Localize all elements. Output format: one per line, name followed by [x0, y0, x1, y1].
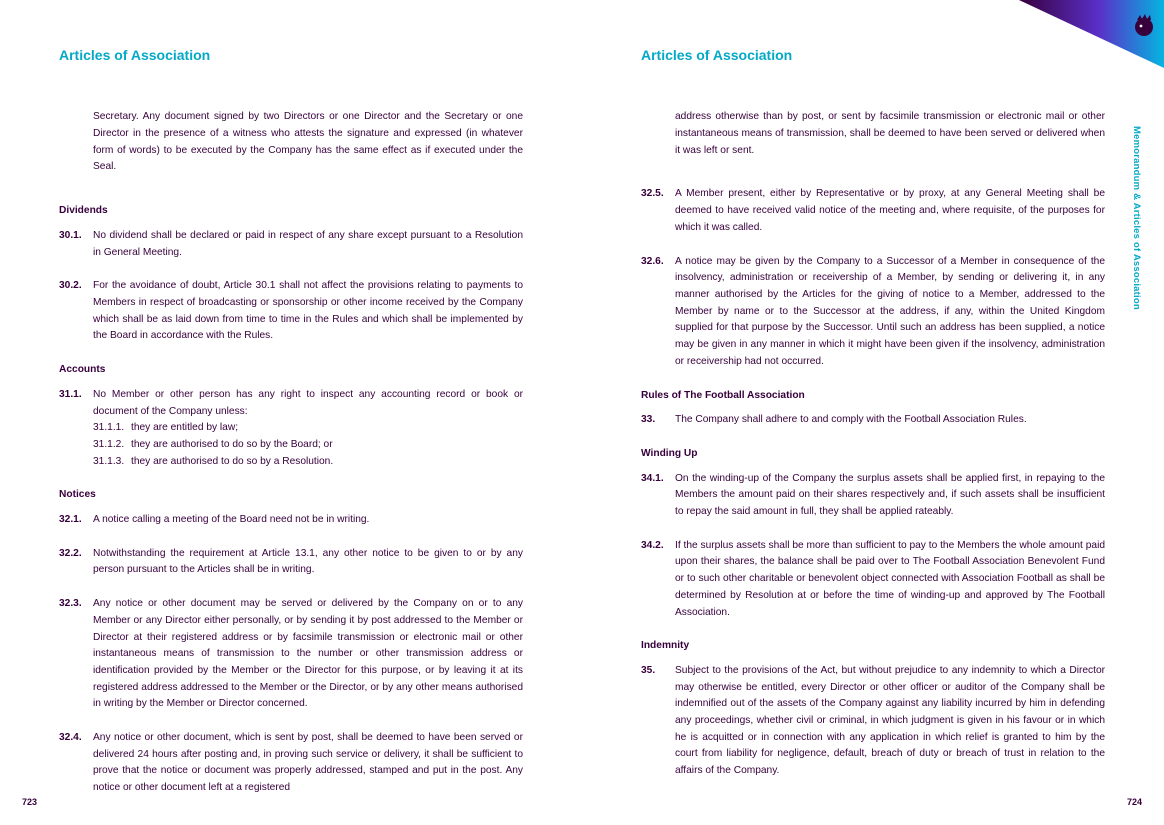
page-title: Articles of Association [641, 47, 793, 63]
article-text: The Company shall adhere to and comply with the Football Association Rules. [675, 414, 1027, 426]
sub-clause [59, 420, 523, 437]
article-32-4 [59, 730, 523, 797]
article-number: 30.1. [59, 229, 82, 241]
article-text: A Member present, either by Representative or by proxy, at any General Meeting shall be deemed to have received valid notice of the meeting and, where requisite, of the purposes for which it was called. [675, 188, 1105, 233]
page-title: Articles of Association [59, 47, 211, 63]
article-number: 30.2. [59, 280, 82, 292]
article-32-5 [641, 186, 1105, 236]
article-text: No dividend shall be declared or paid in respect of any share except pursuant to a Resolution in General Meeting. [93, 229, 523, 258]
article-34-2 [641, 538, 1105, 622]
article-number: 32.5. [641, 188, 664, 200]
article-text: Any notice or other document, which is sent by post, shall be deemed to have been served or delivered 24 hours after posting and, in proving such service or delivery, it shall be sufficient to prove that the notice or document was properly addressed, stamped and put in the post. Any notice or other document left at a registered [93, 732, 523, 794]
article-32-6 [641, 254, 1105, 371]
sub-clause-text: they are authorised to do so by the Board; or [131, 438, 333, 450]
right-column [641, 99, 1105, 780]
article-number: 35. [641, 664, 656, 676]
continued-paragraph: Secretary. Any document signed by two Directors or one Director and the Secretary or one Director in the presence of a witness who attests the signature and expressed (in whatever form of words) to be executed by the Company has the same effect as if executed under the Seal. [93, 111, 523, 173]
article-text: On the winding-up of the Company the surplus assets shall be applied first, in repaying to the Members the amount paid on their shares respectively and, if such assets shall be insufficient to repay the said amount in full, they shall be applied rateably. [675, 472, 1105, 518]
article-30-2 [59, 278, 523, 345]
article-number: 32.1. [59, 514, 82, 526]
article-number: 34.2. [641, 539, 664, 551]
article-number: 32.3. [59, 598, 82, 610]
sub-clause [59, 437, 523, 454]
section-heading-notices: Notices [59, 489, 96, 501]
section-heading-winding-up: Winding Up [641, 447, 698, 459]
corner-decoration [1019, 0, 1164, 68]
sub-clause-number: 31.1.3. [93, 455, 125, 467]
article-text: For the avoidance of doubt, Article 30.1 shall not affect the provisions relating to payments to Members in respect of broadcasting or sponsorship or other income received by the Company which shall be as laid down from time to time in the Rules and which shall be implemented by the Board in accordance with the Rules. [93, 280, 523, 342]
side-section-tab[interactable]: Memorandum & Articles of Association [1131, 126, 1142, 310]
article-32-1 [59, 512, 523, 529]
sub-clause [59, 454, 523, 471]
sub-clause-text: they are entitled by law; [131, 422, 239, 434]
page-number: 723 [22, 797, 38, 807]
article-34-1 [641, 471, 1105, 521]
left-column [59, 99, 523, 797]
article-35 [641, 663, 1105, 780]
article-number: 31.1. [59, 388, 82, 400]
page-number: 724 [1126, 797, 1142, 807]
article-32-3 [59, 596, 523, 713]
sub-clause-number: 31.1.1. [93, 422, 125, 434]
section-heading-indemnity: Indemnity [641, 640, 690, 652]
section-heading-accounts: Accounts [59, 364, 106, 376]
article-33 [641, 412, 1105, 429]
article-number: 32.6. [641, 255, 664, 267]
section-heading-fa-rules: Rules of The Football Association [641, 389, 805, 401]
article-number: 32.4. [59, 732, 82, 744]
article-text: No Member or other person has any right to inspect any accounting record or book or document of the Company unless: [93, 388, 523, 417]
right-page [582, 0, 1164, 825]
sub-clause-number: 31.1.2. [93, 438, 125, 450]
article-text: Subject to the provisions of the Act, but without prejudice to any indemnity to which a Director may otherwise be entitled, every Director or other officer or auditor of the Company shall be indemnified out of the assets of the Company against any liability incurred by him in defending any proceedings, whether civil or criminal, in which judgment is given in his favour or in which he is acquitted or in connection with any application in which relief is granted to him by the court from liability for negligence, default, breach of duty or breach of trust in relation to the affairs of the Company. [675, 664, 1105, 777]
article-text: A notice calling a meeting of the Board need not be in writing. [93, 514, 370, 526]
article-30-1 [59, 228, 523, 261]
continued-paragraph: address otherwise than by post, or sent by facsimile transmission or electronic mail or other instantaneous means of transmission, shall be deemed to have been served or delivered when it was left or sent. [675, 111, 1105, 156]
article-number: 34.1. [641, 472, 664, 484]
article-number: 33. [641, 414, 656, 426]
article-text: A notice may be given by the Company to a Successor of a Member in consequence of the insolvency, administration or receivership of a Member, by sending or delivering it, in any manner authorised by the Articles for the giving of notice to a Member, addressed to the Member by name or to the Successor at the address, if any, within the United Kingdom supplied for that purpose by the Successor. Until such an address has been supplied, a notice may be given in any manner in which it might have been given if the insolvency, administration or receivership had not occurred. [675, 255, 1105, 367]
article-31-1 [59, 387, 523, 420]
article-32-2 [59, 546, 523, 579]
article-number: 32.2. [59, 547, 82, 559]
sub-clause-text: they are authorised to do so by a Resolution. [131, 455, 334, 467]
article-text: Notwithstanding the requirement at Article 13.1, any other notice to be given to or by any person pursuant to the Articles shall be in writing. [93, 547, 523, 576]
article-text: If the surplus assets shall be more than sufficient to pay to the Members the whole amount paid upon their shares, the balance shall be paid over to The Football Association Benevolent Fund or to such other charitable or benevolent object connected with Association Football as shall be determined by Resolution at or before the time of winding-up and approved by The Football Association. [675, 539, 1105, 618]
article-text: Any notice or other document may be served or delivered by the Company on or to any Member or any Director either personally, or by sending it by post addressed to the Member or Director at their registered address or by facsimile transmission or electronic mail or other instantaneous means of transmission to the number or other transmission address or identification provided by the Member or the Director for this purpose, or by leaving it at its registered address addressed to the Member or the Director, or by any other means authorised in writing by the Member or Director concerned. [93, 598, 523, 710]
section-heading-dividends: Dividends [59, 205, 108, 217]
